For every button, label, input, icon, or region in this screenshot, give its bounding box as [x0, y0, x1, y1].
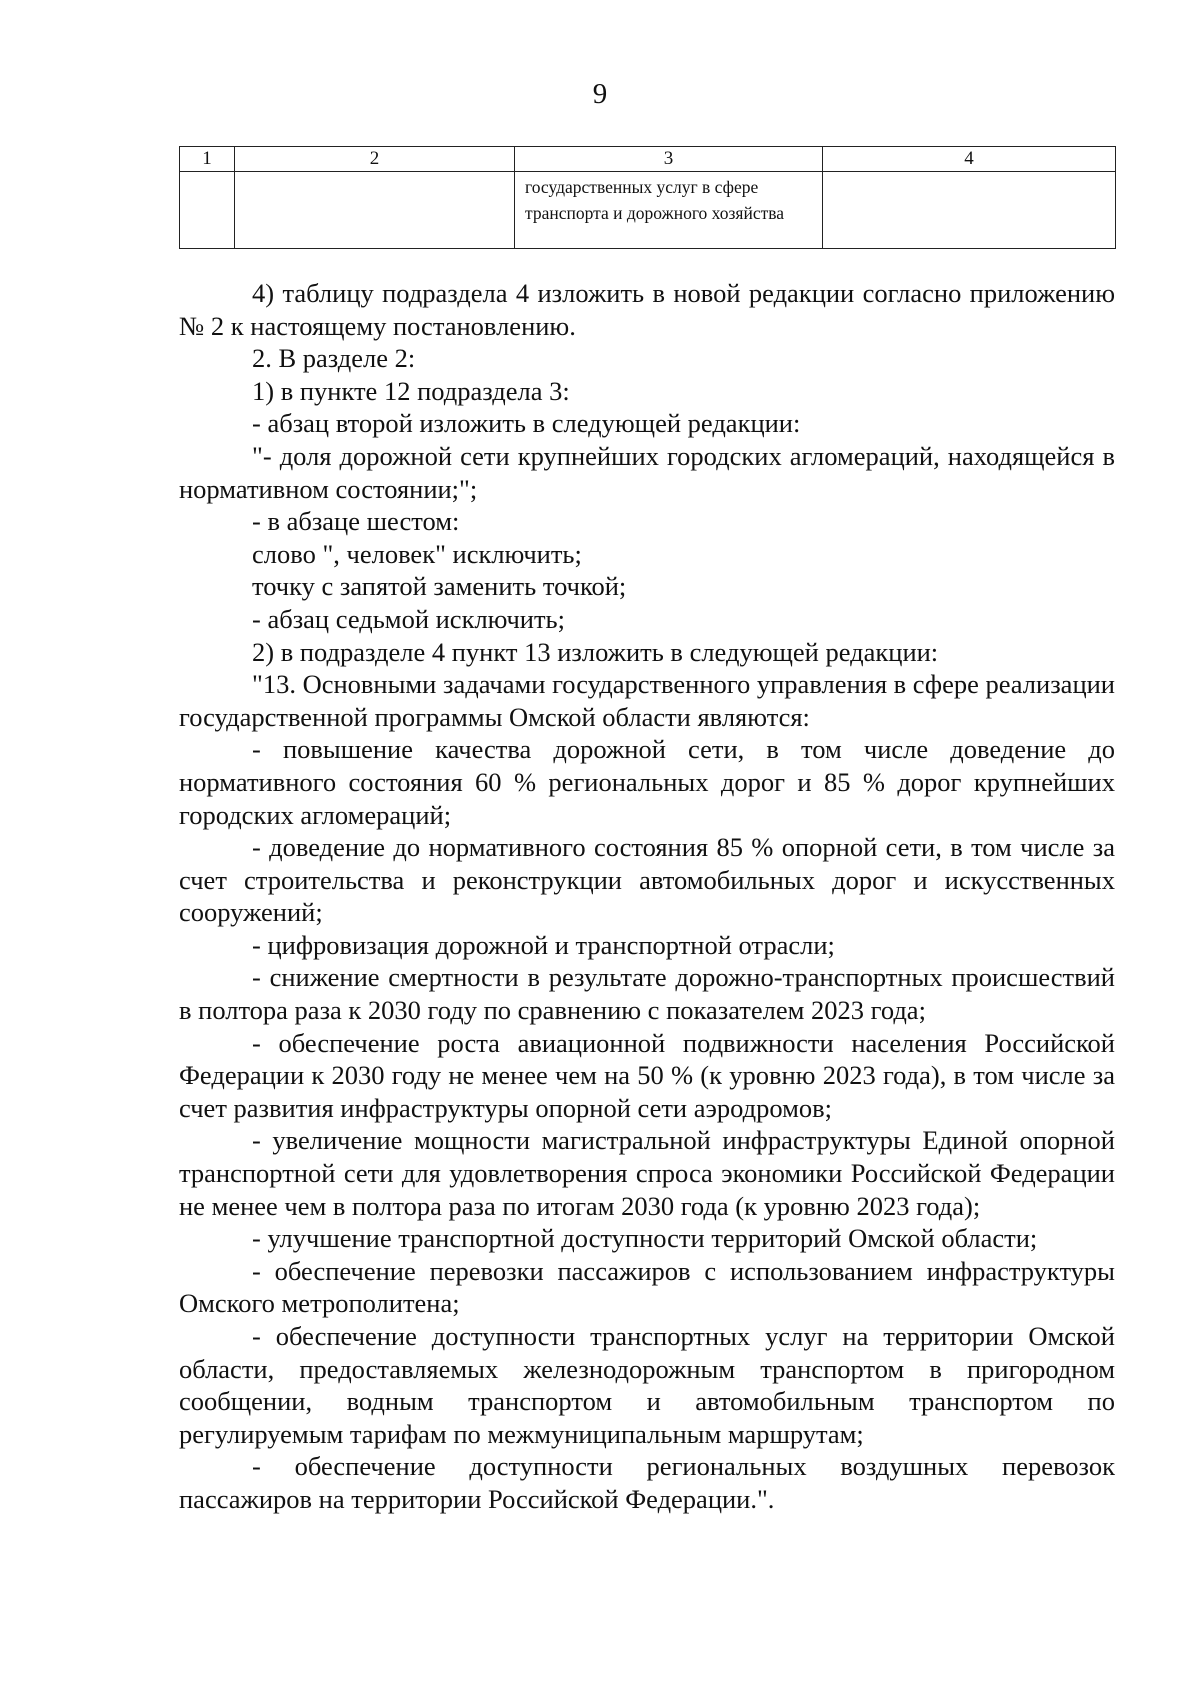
paragraph: точку с запятой заменить точкой;	[252, 571, 627, 602]
paragraph: 1) в пункте 12 подраздела 3:	[252, 375, 570, 406]
paragraph: - абзац второй изложить в следующей редакции:	[252, 408, 801, 439]
table-cell	[823, 172, 1116, 249]
continuation-table	[179, 146, 1116, 249]
table-header-cell: 3	[515, 147, 823, 172]
paragraph: - обеспечение доступности транспортных услуг на территории Омской области, предоставляемых железнодорожным транспортом в пригородном сообщении, водным транспортом и автомобильным транспортом по регулируемым тарифам по межмуниципальным маршрутам;	[179, 1321, 1115, 1449]
paragraph: - цифровизация дорожной и транспортной отрасли;	[252, 929, 835, 960]
table-header-cell: 4	[823, 147, 1116, 172]
table-cell: государственных услуг в сфере транспорта и дорожного хозяйства	[515, 172, 823, 249]
paragraph: - повышение качества дорожной сети, в том числе доведение до нормативного состояния 60 % региональных дорог и 85 % дорог крупнейших городских агломераций;	[179, 734, 1115, 830]
paragraph: - обеспечение перевозки пассажиров с использованием инфраструктуры Омского метрополитена;	[179, 1255, 1115, 1319]
paragraph: - обеспечение роста авиационной подвижности населения Российской Федерации к 2030 году не менее чем на 50 % (к уровню 2023 года), в том числе за счет развития инфраструктуры опорной сети аэродромов;	[179, 1027, 1115, 1123]
paragraph: "- доля дорожной сети крупнейших городских агломераций, находящейся в нормативном состоянии;";	[179, 440, 1115, 504]
paragraph: слово ", человек" исключить;	[252, 538, 582, 569]
paragraph: - обеспечение доступности региональных воздушных перевозок пассажиров на территории Российской Федерации.".	[179, 1451, 1115, 1514]
table-header-cell: 1	[180, 147, 235, 172]
paragraph: - улучшение транспортной доступности территорий Омской области;	[252, 1223, 1038, 1254]
table-row	[180, 172, 1116, 249]
document-body	[179, 277, 1115, 1516]
paragraph: 4) таблицу подраздела 4 изложить в новой редакции согласно приложению № 2 к настоящему постановлению.	[179, 278, 1115, 341]
paragraph: - доведение до нормативного состояния 85 % опорной сети, в том числе за счет строительства и реконструкции автомобильных дорог и искусственных сооружений;	[179, 832, 1115, 928]
paragraph: 2. В разделе 2:	[252, 343, 416, 374]
table-header-row	[180, 147, 1116, 172]
page-number: 9	[592, 78, 608, 110]
paragraph: "13. Основными задачами государственного управления в сфере реализации государственной программы Омской области являются:	[179, 669, 1115, 732]
paragraph: - абзац седьмой исключить;	[252, 603, 565, 634]
table-header-cell: 2	[235, 147, 515, 172]
table-cell	[180, 172, 235, 249]
paragraph: 2) в подразделе 4 пункт 13 изложить в следующей редакции:	[252, 636, 939, 667]
paragraph: - в абзаце шестом:	[252, 506, 460, 537]
paragraph: - снижение смертности в результате дорожно-транспортных происшествий в полтора раза к 2030 году по сравнению с показателем 2023 года;	[179, 962, 1115, 1026]
paragraph: - увеличение мощности магистральной инфраструктуры Единой опорной транспортной сети для удовлетворения спроса экономики Российской Федерации не менее чем в полтора раза по итогам 2030 года (к уровню 2023 года);	[179, 1125, 1115, 1221]
table-cell	[235, 172, 515, 249]
